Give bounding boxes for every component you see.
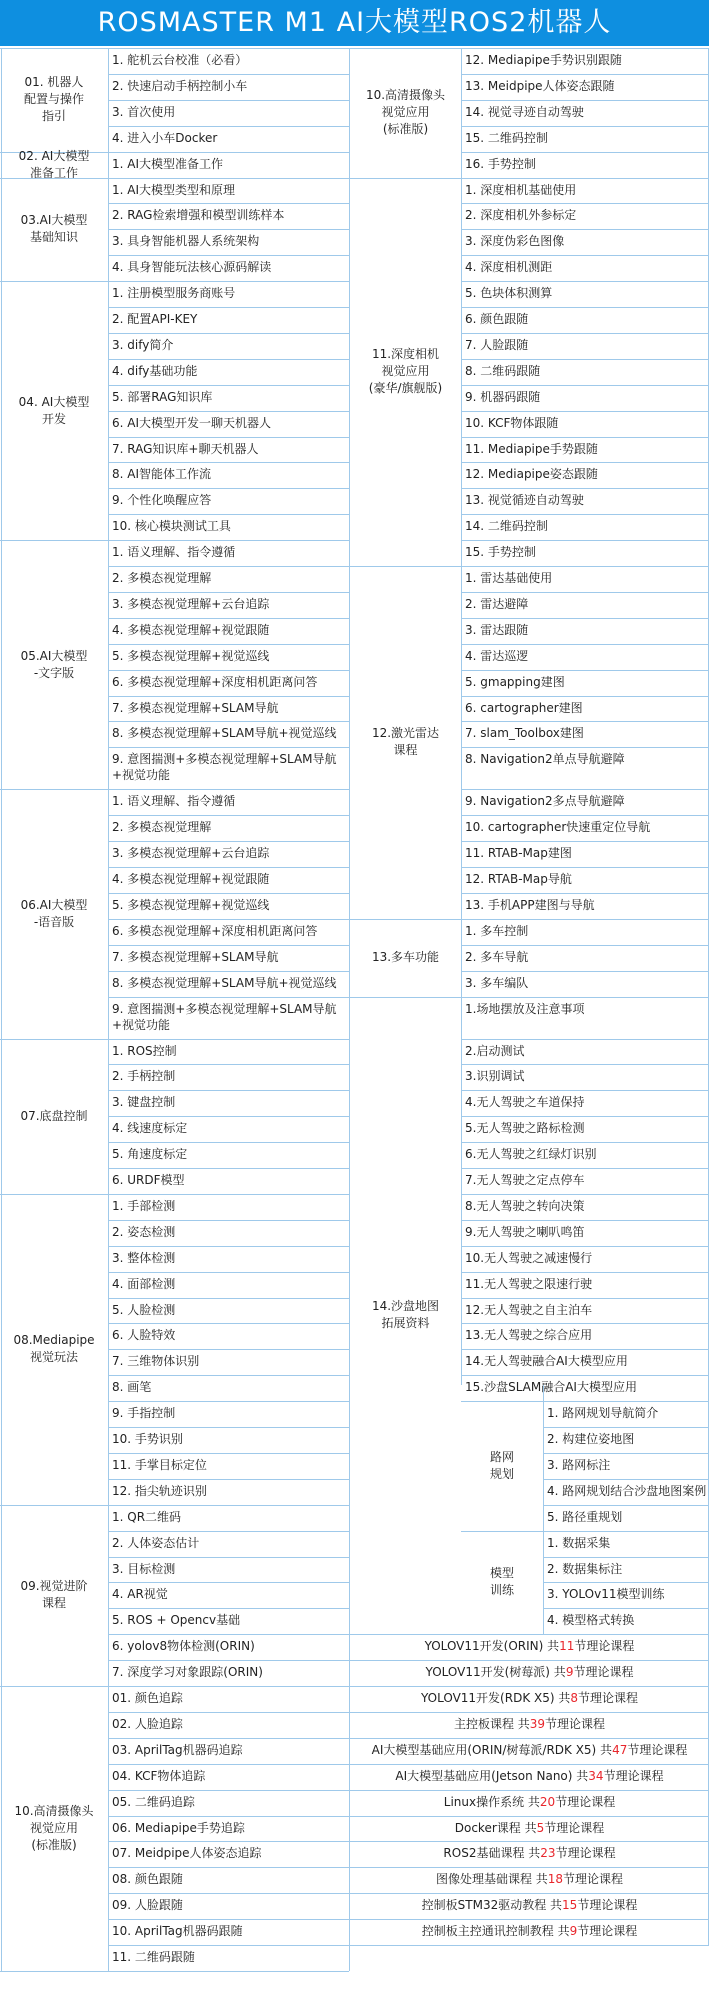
course-item: 3. 雷达跟随 bbox=[465, 622, 529, 637]
course-item: 3. 深度伪彩色图像 bbox=[465, 234, 565, 249]
course-item: 13. Meidpipe人体姿态跟随 bbox=[465, 78, 615, 93]
course-item: 3. 键盘控制 bbox=[112, 1095, 176, 1110]
course-item: 3. 路网标注 bbox=[547, 1457, 611, 1472]
summary-text: AI大模型基础应用(ORIN/树莓派/RDK X5) 共 bbox=[371, 1742, 613, 1757]
summary-text: 主控板课程 共 bbox=[453, 1716, 530, 1731]
section-label: 01. 机器人 配置与操作 指引 bbox=[23, 75, 84, 124]
summary-item bbox=[350, 1841, 709, 1867]
course-item: 7. 人脸跟随 bbox=[465, 337, 529, 352]
summary-text: YOLOV11开发(ORIN) 共 bbox=[424, 1639, 560, 1654]
course-item: 11. Mediapipe手势跟随 bbox=[465, 441, 598, 456]
summary-item bbox=[350, 1816, 709, 1842]
summary-text: Linux操作系统 共 bbox=[443, 1794, 540, 1809]
course-item: 3. 首次使用 bbox=[112, 104, 176, 119]
course-item: 4. 线速度标定 bbox=[112, 1121, 188, 1136]
course-item: 9. 意图揣测+多模态视觉理解+SLAM导航+视觉功能 bbox=[112, 752, 337, 783]
course-item: 04. KCF物体追踪 bbox=[112, 1768, 206, 1783]
summary-count: 9 bbox=[569, 1924, 578, 1939]
course-item: 4.无人驾驶之车道保持 bbox=[465, 1095, 585, 1110]
summary-text: 控制板主控通讯控制教程 共 bbox=[421, 1924, 570, 1939]
section-label: 10.高清摄像头 视觉应用 (标准版) bbox=[14, 1803, 94, 1852]
course-item: 14.无人驾驶融合AI大模型应用 bbox=[465, 1354, 628, 1369]
course-item: 8. 画笔 bbox=[112, 1380, 152, 1395]
course-item: 08. 颜色跟随 bbox=[112, 1872, 183, 1887]
course-item: 13. 视觉循迹自动驾驶 bbox=[465, 493, 584, 508]
course-item: 14. 视觉寻迹自动驾驶 bbox=[465, 104, 584, 119]
course-item: 1. 注册模型服务商账号 bbox=[112, 286, 236, 301]
summary-count: 5 bbox=[536, 1820, 545, 1835]
course-item: 1. QR二维码 bbox=[112, 1509, 182, 1524]
course-item: 8.无人驾驶之转向决策 bbox=[465, 1198, 585, 1213]
course-item: 2. 雷达避障 bbox=[465, 596, 529, 611]
course-item: 3. 多车编队 bbox=[465, 975, 529, 990]
course-item: 13. 手机APP建图与导航 bbox=[465, 897, 595, 912]
summary-item bbox=[350, 1764, 709, 1790]
summary-item bbox=[350, 1660, 709, 1686]
course-item: 1. 舵机云台校准（必看） bbox=[112, 53, 248, 67]
course-item: 2. 多模态视觉理解 bbox=[112, 571, 212, 585]
summary-text: 节理论课程 bbox=[577, 1924, 638, 1939]
divider bbox=[349, 48, 350, 1971]
course-item: 09. 人脸跟随 bbox=[112, 1898, 183, 1913]
summary-count: 9 bbox=[565, 1665, 574, 1680]
section-label: 12.激光雷达 课程 bbox=[371, 726, 440, 758]
course-item: 12. 指尖轨迹识别 bbox=[112, 1483, 207, 1498]
course-item: 11. RTAB-Map建图 bbox=[465, 846, 572, 861]
course-item: 6. 多模态视觉理解+深度相机距离问答 bbox=[112, 923, 318, 938]
section-label: 05.AI大模型 -文字版 bbox=[20, 648, 88, 680]
course-item: 5. 角速度标定 bbox=[112, 1147, 188, 1162]
course-item: 13.无人驾驶之综合应用 bbox=[465, 1328, 593, 1343]
course-item: 15.沙盘SLAM融合AI大模型应用 bbox=[465, 1380, 637, 1395]
section-label: 03.AI大模型 基础知识 bbox=[20, 213, 88, 245]
course-item: 1. 路网规划导航简介 bbox=[547, 1406, 659, 1421]
course-item: 2.启动测试 bbox=[465, 1043, 525, 1058]
course-item: 3. YOLOv11模型训练 bbox=[547, 1587, 665, 1602]
course-item: 14. 二维码控制 bbox=[465, 519, 548, 534]
divider bbox=[0, 48, 709, 49]
summary-count: 39 bbox=[529, 1716, 546, 1731]
course-item: 6.无人驾驶之红绿灯识别 bbox=[465, 1147, 597, 1162]
course-item: 7. 深度学习对象跟踪(ORIN) bbox=[112, 1665, 263, 1680]
divider bbox=[1, 48, 2, 1971]
summary-text: 节理论课程 bbox=[627, 1742, 688, 1757]
course-item: 6. 颜色跟随 bbox=[465, 312, 529, 326]
summary-text: YOLOV11开发(树莓派) 共 bbox=[425, 1665, 566, 1680]
summary-text: YOLOV11开发(RDK X5) 共 bbox=[420, 1691, 571, 1705]
summary-text: 节理论课程 bbox=[578, 1691, 639, 1705]
course-item: 6. cartographer建图 bbox=[465, 700, 583, 715]
course-item: 10.无人驾驶之减速慢行 bbox=[465, 1250, 593, 1265]
course-item: 5. 部署RAG知识库 bbox=[112, 389, 213, 404]
course-item: 2. 姿态检测 bbox=[112, 1224, 176, 1239]
course-item: 8. AI智能体工作流 bbox=[112, 467, 212, 482]
summary-text: 节理论课程 bbox=[573, 1665, 634, 1680]
divider bbox=[108, 48, 109, 1971]
summary-item bbox=[350, 1867, 709, 1893]
course-item: 9. 个性化唤醒应答 bbox=[112, 493, 212, 508]
summary-count: 34 bbox=[588, 1768, 604, 1783]
course-item: 6. AI大模型开发一聊天机器人 bbox=[112, 415, 272, 430]
course-item: 9. 手指控制 bbox=[112, 1406, 176, 1421]
course-item: 10. KCF物体跟随 bbox=[465, 415, 559, 430]
course-item: 2. 深度相机外参标定 bbox=[465, 208, 577, 223]
course-item: 10. 手势识别 bbox=[112, 1432, 183, 1446]
section-label: 13.多车功能 bbox=[371, 950, 440, 965]
course-item: 12. Mediapipe手势识别跟随 bbox=[465, 53, 622, 67]
summary-count: 8 bbox=[570, 1691, 578, 1705]
course-item: 5. ROS + Opencv基础 bbox=[112, 1613, 241, 1628]
course-item: 2. 配置API-KEY bbox=[112, 312, 198, 326]
summary-item bbox=[350, 1919, 709, 1945]
course-item: 9.无人驾驶之喇叭鸣笛 bbox=[465, 1224, 585, 1239]
course-item: 3. 具身智能机器人系统架构 bbox=[112, 234, 260, 249]
course-item: 12. Mediapipe姿态跟随 bbox=[465, 467, 598, 482]
course-item: 5. gmapping建图 bbox=[465, 674, 565, 689]
course-item: 8. 多模态视觉理解+SLAM导航+视觉巡线 bbox=[112, 975, 337, 990]
course-item: 7. 多模态视觉理解+SLAM导航 bbox=[112, 700, 279, 715]
divider bbox=[543, 1385, 544, 1634]
summary-count: 47 bbox=[612, 1742, 628, 1757]
course-item: 2. 多车导航 bbox=[465, 949, 529, 964]
course-item: 5. 多模态视觉理解+视觉巡线 bbox=[112, 897, 270, 912]
course-item: 2. 快速启动手柄控制小车 bbox=[112, 78, 248, 93]
course-item: 1. 多车控制 bbox=[465, 923, 529, 938]
course-item: 10. 核心模块测试工具 bbox=[112, 519, 231, 534]
course-item: 07. Meidpipe人体姿态追踪 bbox=[112, 1846, 262, 1861]
course-item: 9. 意图揣测+多模态视觉理解+SLAM导航+视觉功能 bbox=[112, 1001, 337, 1032]
section-label: 08.Mediapipe 视觉玩法 bbox=[13, 1333, 95, 1365]
course-item: 1. AI大模型类型和原理 bbox=[112, 182, 236, 197]
summary-text: AI大模型基础应用(Jetson Nano) 共 bbox=[395, 1768, 589, 1783]
course-item: 5. 人脸检测 bbox=[112, 1302, 176, 1317]
summary-count: 23 bbox=[540, 1846, 556, 1861]
section-label: 模型 训练 bbox=[489, 1566, 514, 1598]
section-label: 09.视觉进阶 课程 bbox=[20, 1579, 88, 1611]
course-item: 4. 具身智能玩法核心源码解读 bbox=[112, 260, 272, 275]
summary-text: 图像处理基础课程 共 bbox=[435, 1872, 548, 1887]
course-item: 2. 手柄控制 bbox=[112, 1069, 176, 1084]
course-item: 11. 二维码跟随 bbox=[112, 1950, 195, 1964]
course-item: 4. 模型格式转换 bbox=[547, 1613, 635, 1628]
summary-item bbox=[350, 1738, 709, 1764]
summary-item bbox=[350, 1634, 709, 1660]
course-item: 2. 多模态视觉理解 bbox=[112, 820, 212, 835]
summary-item bbox=[350, 1712, 709, 1738]
summary-text: 节理论课程 bbox=[563, 1872, 624, 1887]
course-item: 4. 面部检测 bbox=[112, 1276, 176, 1291]
summary-text: Docker课程 共 bbox=[454, 1820, 537, 1835]
course-item: 2. 构建位姿地图 bbox=[547, 1432, 635, 1446]
course-item: 4. 路网规划结合沙盘地图案例 bbox=[547, 1483, 707, 1498]
course-item: 1. 雷达基础使用 bbox=[465, 571, 553, 585]
course-item: 3. 整体检测 bbox=[112, 1250, 176, 1265]
summary-text: 节理论课程 bbox=[555, 1794, 616, 1809]
course-item: 15. 手势控制 bbox=[465, 545, 536, 560]
section-label: 10.高清摄像头 视觉应用 (标准版) bbox=[365, 88, 446, 137]
summary-text: 节理论课程 bbox=[545, 1716, 606, 1731]
course-item: 02. 人脸追踪 bbox=[112, 1716, 183, 1731]
section-label: 路网 规划 bbox=[489, 1449, 514, 1481]
course-item: 2. 人体姿态估计 bbox=[112, 1535, 200, 1550]
course-item: 6. 人脸特效 bbox=[112, 1328, 176, 1343]
course-item: 01. 颜色追踪 bbox=[112, 1691, 183, 1705]
summary-text: ROS2基础课程 共 bbox=[443, 1846, 541, 1861]
course-item: 3. 多模态视觉理解+云台追踪 bbox=[112, 596, 270, 611]
course-item: 12. RTAB-Map导航 bbox=[465, 872, 572, 886]
course-item: 1.场地摆放及注意事项 bbox=[465, 1001, 585, 1016]
summary-text: 节理论课程 bbox=[574, 1639, 635, 1654]
summary-count: 18 bbox=[547, 1872, 564, 1887]
course-item: 8. 二维码跟随 bbox=[465, 363, 541, 378]
course-item: 1. AI大模型准备工作 bbox=[112, 156, 224, 171]
summary-text: 节理论课程 bbox=[603, 1768, 664, 1783]
course-item: 5. 色块体积测算 bbox=[465, 286, 553, 301]
course-item: 03. AprilTag机器码追踪 bbox=[112, 1742, 243, 1757]
course-item: 1. 数据采集 bbox=[547, 1535, 611, 1550]
course-item: 1. ROS控制 bbox=[112, 1043, 177, 1058]
course-item: 8. Navigation2单点导航避障 bbox=[465, 752, 625, 767]
course-item: 10. cartographer快速重定位导航 bbox=[465, 820, 651, 835]
summary-text: 控制板STM32驱动教程 共 bbox=[421, 1898, 563, 1913]
course-item: 6. 多模态视觉理解+深度相机距离问答 bbox=[112, 674, 318, 689]
course-item: 11.无人驾驶之限速行驶 bbox=[465, 1276, 593, 1291]
section-label: 14.沙盘地图 拓展资料 bbox=[371, 1299, 440, 1331]
course-item: 4. 深度相机测距 bbox=[465, 260, 553, 275]
summary-text: 节理论课程 bbox=[544, 1820, 605, 1835]
course-item: 05. 二维码追踪 bbox=[112, 1794, 195, 1809]
divider bbox=[0, 1971, 349, 1972]
course-item: 1. 语义理解、指令遵循 bbox=[112, 545, 236, 560]
summary-count: 20 bbox=[539, 1794, 556, 1809]
course-item: 8. 多模态视觉理解+SLAM导航+视觉巡线 bbox=[112, 726, 337, 741]
course-item: 15. 二维码控制 bbox=[465, 130, 548, 145]
course-item: 7. 多模态视觉理解+SLAM导航 bbox=[112, 949, 279, 964]
summary-text: 节理论课程 bbox=[555, 1846, 616, 1861]
course-item: 7.无人驾驶之定点停车 bbox=[465, 1173, 585, 1187]
course-item: 4. 进入小车Docker bbox=[112, 130, 218, 145]
course-item: 1. 深度相机基础使用 bbox=[465, 182, 577, 197]
course-item: 6. URDF模型 bbox=[112, 1173, 185, 1187]
course-item: 7. 三维物体识别 bbox=[112, 1354, 200, 1369]
summary-item bbox=[350, 1893, 709, 1919]
section-label: 02. AI大模型 准备工作 bbox=[18, 148, 90, 180]
course-item: 10. AprilTag机器码跟随 bbox=[112, 1924, 243, 1939]
course-item: 7. RAG知识库+聊天机器人 bbox=[112, 441, 259, 456]
divider bbox=[461, 48, 462, 1385]
course-item: 5. 路径重规划 bbox=[547, 1509, 623, 1524]
page-title: ROSMASTER M1 AI大模型ROS2机器人 bbox=[0, 0, 709, 46]
course-item: 1. 手部检测 bbox=[112, 1198, 176, 1213]
course-item: 4. AR视觉 bbox=[112, 1587, 168, 1602]
summary-count: 11 bbox=[559, 1639, 575, 1654]
course-item: 06. Mediapipe手势追踪 bbox=[112, 1820, 245, 1835]
course-item: 3. dify简介 bbox=[112, 337, 174, 352]
course-item: 4. 多模态视觉理解+视觉跟随 bbox=[112, 622, 270, 637]
course-item: 3.识别调试 bbox=[465, 1069, 525, 1084]
course-item: 16. 手势控制 bbox=[465, 156, 536, 171]
divider bbox=[350, 1945, 709, 1946]
course-item: 7. slam_Toolbox建图 bbox=[465, 726, 584, 741]
summary-item bbox=[350, 1686, 709, 1712]
section-label: 11.深度相机 视觉应用 (豪华/旗舰版) bbox=[368, 347, 443, 396]
summary-item bbox=[350, 1790, 709, 1816]
course-item: 12.无人驾驶之自主泊车 bbox=[465, 1302, 593, 1317]
course-item: 1. 语义理解、指令遵循 bbox=[112, 794, 236, 809]
course-item: 3. 多模态视觉理解+云台追踪 bbox=[112, 846, 270, 861]
section-label: 07.底盘控制 bbox=[20, 1108, 88, 1123]
course-item: 9. 机器码跟随 bbox=[465, 389, 541, 404]
course-item: 11. 手掌目标定位 bbox=[112, 1457, 207, 1472]
section-label: 04. AI大模型 开发 bbox=[18, 394, 90, 426]
course-item: 6. yolov8物体检测(ORIN) bbox=[112, 1639, 255, 1654]
course-item: 2. 数据集标注 bbox=[547, 1561, 623, 1576]
section-label: 06.AI大模型 -语音版 bbox=[20, 897, 88, 929]
course-item: 4. dify基础功能 bbox=[112, 363, 198, 378]
course-item: 2. RAG检索增强和模型训练样本 bbox=[112, 208, 285, 223]
course-item: 5.无人驾驶之路标检测 bbox=[465, 1121, 585, 1136]
course-item: 9. Navigation2多点导航避障 bbox=[465, 794, 625, 809]
course-item: 5. 多模态视觉理解+视觉巡线 bbox=[112, 648, 270, 663]
summary-count: 15 bbox=[562, 1898, 578, 1913]
course-item: 4. 多模态视觉理解+视觉跟随 bbox=[112, 872, 270, 886]
course-item: 4. 雷达巡逻 bbox=[465, 648, 529, 663]
course-item: 3. 目标检测 bbox=[112, 1561, 176, 1576]
summary-text: 节理论课程 bbox=[577, 1898, 638, 1913]
